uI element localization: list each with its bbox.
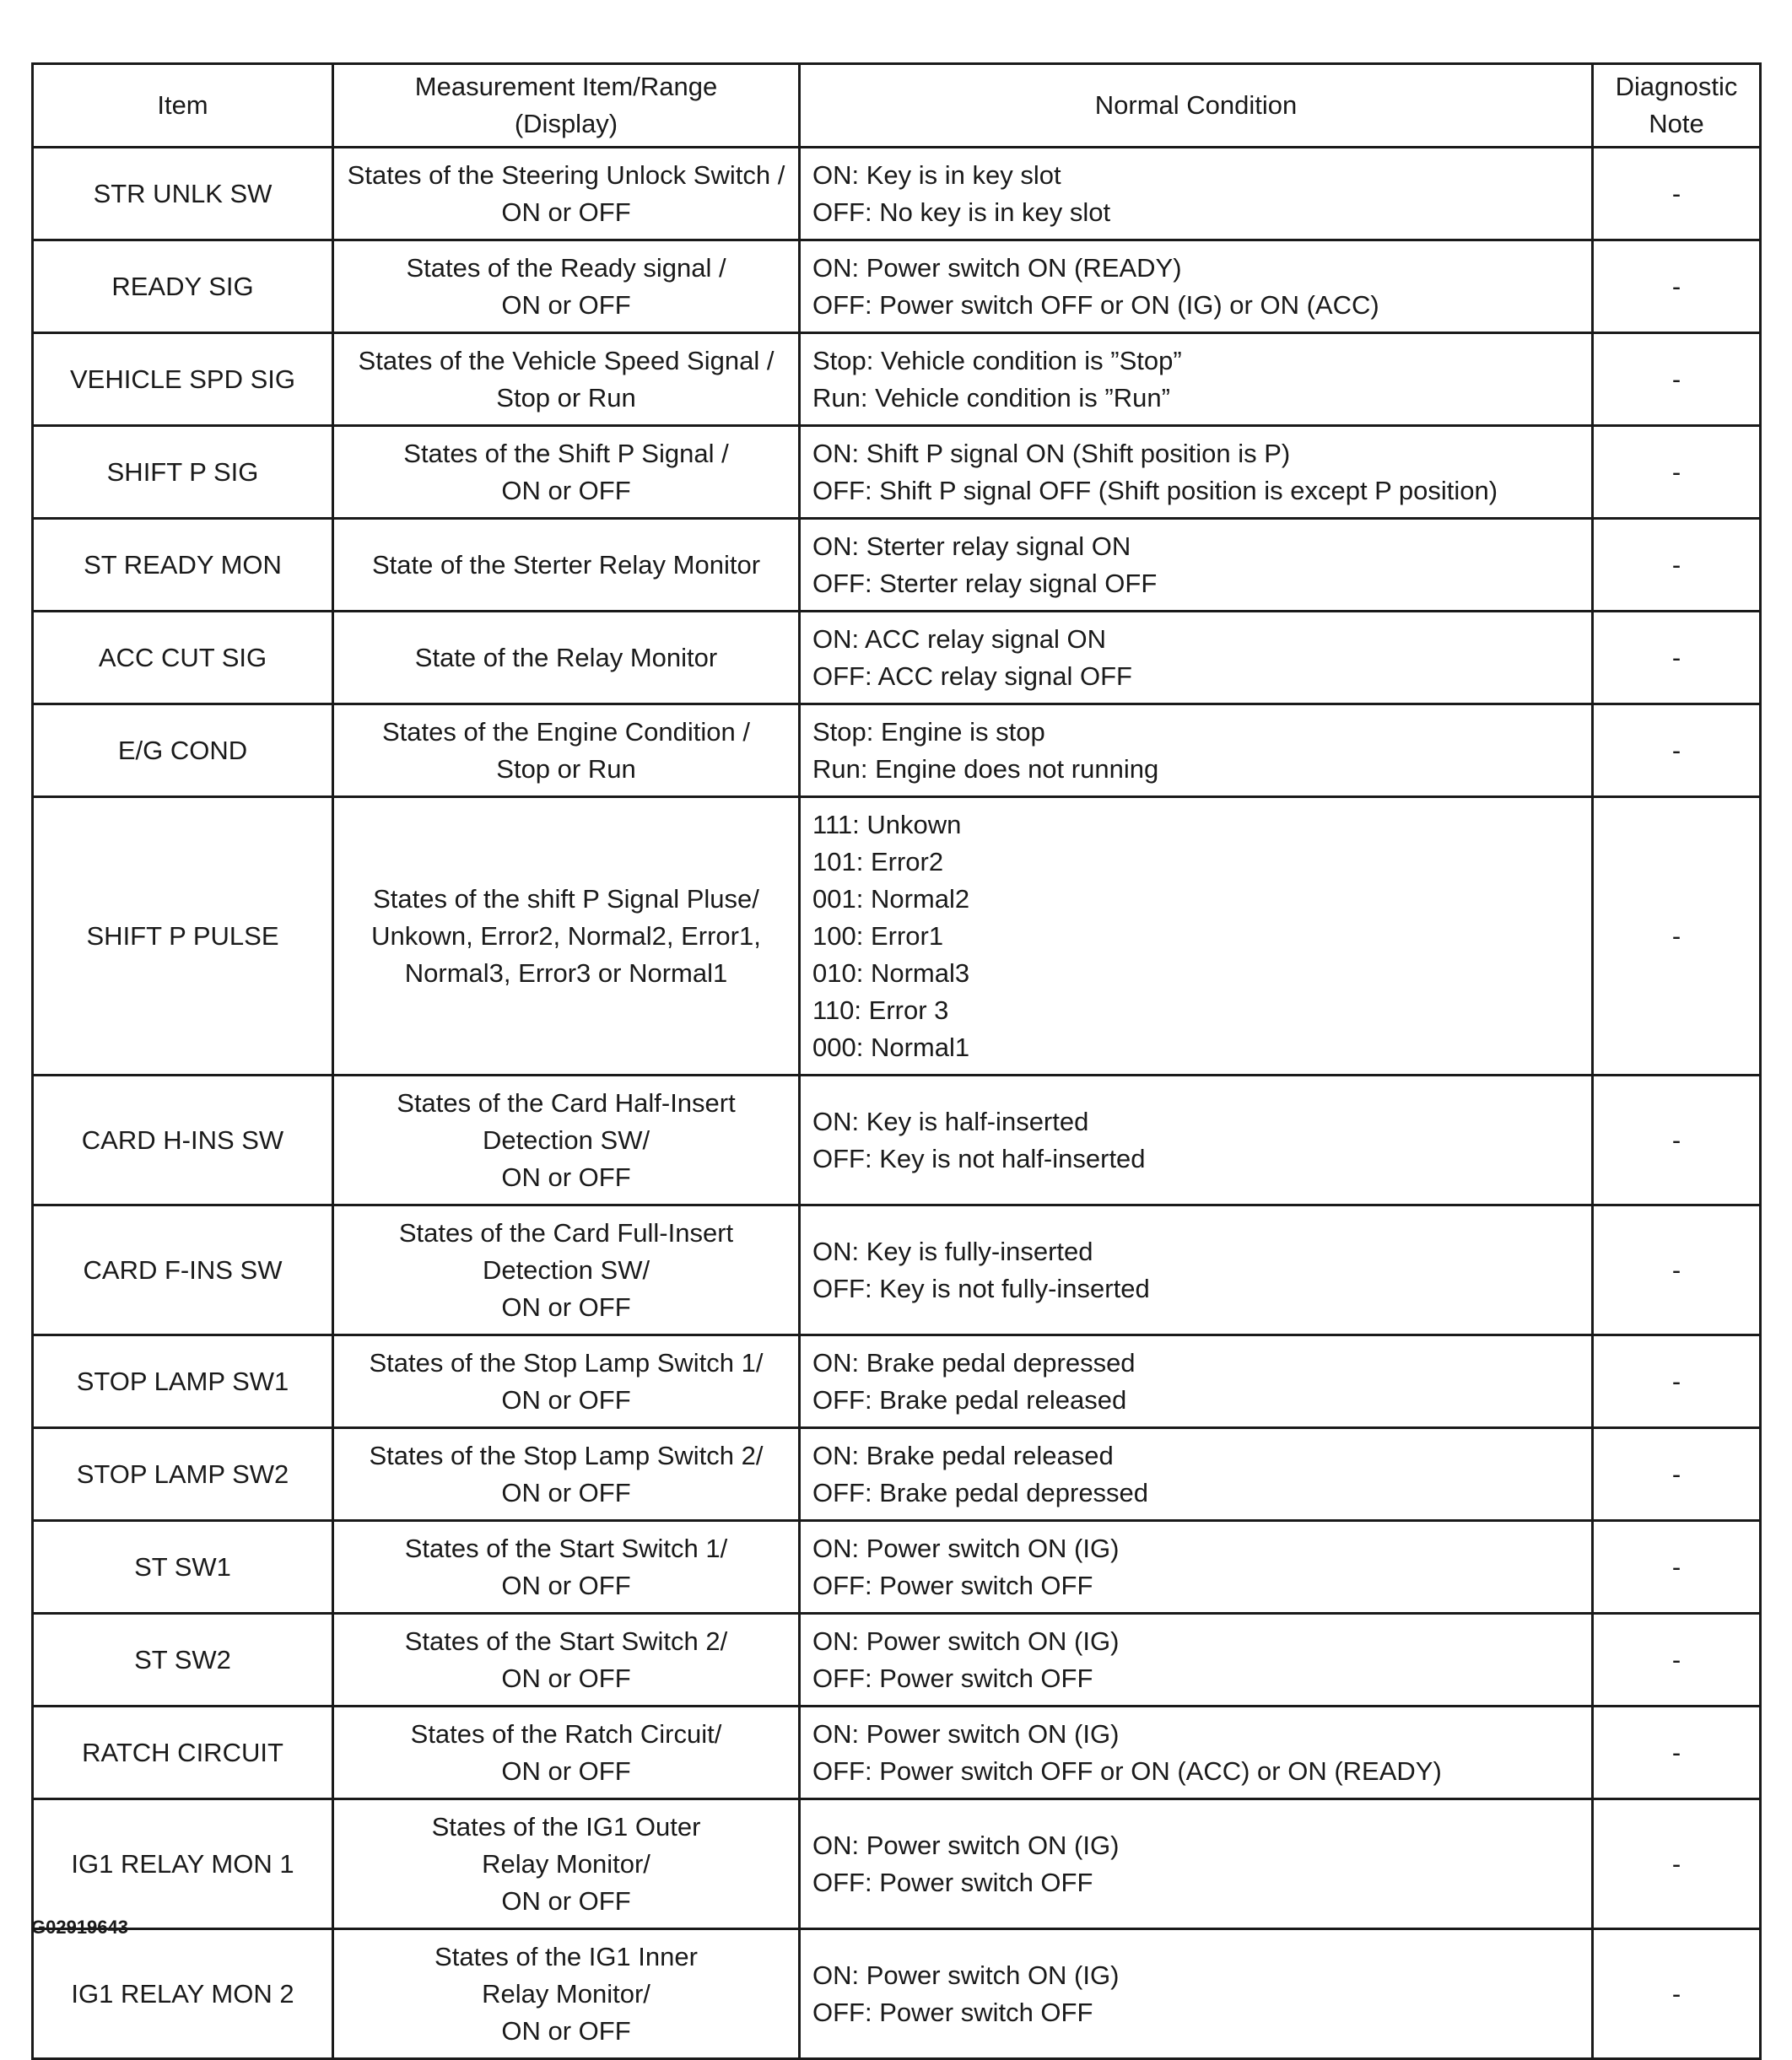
cell-note: -	[1593, 612, 1761, 704]
figure-id: G02919643	[31, 1917, 128, 1938]
cell-item: ST READY MON	[33, 519, 333, 612]
cell-condition	[800, 1521, 1593, 1614]
cell-measurement	[333, 1205, 800, 1335]
cell-note: -	[1593, 1428, 1761, 1521]
cell-condition	[800, 1076, 1593, 1205]
cell-measurement	[333, 612, 800, 704]
condition-line: ON: Power switch ON (IG)	[812, 1960, 1120, 1990]
table-row	[33, 519, 1761, 612]
condition-line: OFF: Brake pedal released	[812, 1384, 1127, 1415]
measurement-line: State of the Relay Monitor	[414, 642, 718, 672]
cell-note: -	[1593, 333, 1761, 426]
condition-line: Run: Engine does not running	[812, 753, 1159, 784]
condition-line: OFF: ACC relay signal OFF	[812, 661, 1132, 691]
cell-measurement	[333, 1799, 800, 1929]
cell-item: E/G COND	[33, 704, 333, 797]
measurement-line: ON or OFF	[501, 1755, 631, 1786]
cell-item: STR UNLK SW	[33, 148, 333, 240]
measurement-line: Normal3, Error3 or Normal1	[404, 957, 728, 988]
measurement-line: Unkown, Error2, Normal2, Error1,	[371, 920, 761, 951]
measurement-line: States of the Engine Condition /	[381, 716, 750, 747]
cell-item: CARD H-INS SW	[33, 1076, 333, 1205]
cell-note: -	[1593, 519, 1761, 612]
cell-note: -	[1593, 1799, 1761, 1929]
table-row	[33, 612, 1761, 704]
cell-condition	[800, 519, 1593, 612]
condition-line: ON: Power switch ON (IG)	[812, 1718, 1120, 1749]
cell-condition	[800, 1614, 1593, 1707]
header-measurement-line: (Display)	[514, 109, 618, 138]
cell-measurement	[333, 240, 800, 333]
cell-item: ACC CUT SIG	[33, 612, 333, 704]
table-row	[33, 1707, 1761, 1799]
cell-condition	[800, 1335, 1593, 1428]
cell-measurement	[333, 704, 800, 797]
measurement-line: States of the Shift P Signal /	[403, 438, 729, 468]
cell-note: -	[1593, 1929, 1761, 2059]
cell-measurement	[333, 1521, 800, 1614]
condition-line: 110: Error 3	[812, 995, 949, 1025]
condition-line: OFF: Power switch OFF	[812, 1997, 1093, 2027]
measurement-line: States of the IG1 Outer	[431, 1811, 701, 1842]
table-row	[33, 797, 1761, 1076]
cell-item: SHIFT P PULSE	[33, 797, 333, 1076]
measurement-line: States of the Ready signal /	[406, 252, 726, 283]
cell-measurement	[333, 1929, 800, 2059]
cell-condition	[800, 426, 1593, 519]
cell-condition	[800, 1799, 1593, 1929]
condition-line: ON: Brake pedal released	[812, 1440, 1114, 1470]
data-list-table	[31, 62, 1762, 2060]
condition-line: ON: Key is fully-inserted	[812, 1236, 1093, 1266]
table-row	[33, 1335, 1761, 1428]
cell-measurement	[333, 426, 800, 519]
condition-line: ON: Shift P signal ON (Shift position is P)	[812, 438, 1291, 468]
condition-line: ON: Power switch ON (IG)	[812, 1533, 1120, 1563]
cell-measurement	[333, 1614, 800, 1707]
measurement-line: States of the Start Switch 1/	[404, 1533, 728, 1563]
header-note-line: Diagnostic	[1615, 72, 1738, 101]
header-measurement-line: Measurement Item/Range	[414, 72, 718, 101]
measurement-line: ON or OFF	[501, 1384, 631, 1415]
table-row	[33, 1428, 1761, 1521]
measurement-line: Relay Monitor/	[482, 1848, 650, 1879]
measurement-line: States of the Card Half-Insert	[397, 1087, 736, 1118]
cell-measurement	[333, 148, 800, 240]
cell-condition	[800, 612, 1593, 704]
table-row	[33, 1076, 1761, 1205]
table-row	[33, 1929, 1761, 2059]
header-measurement	[333, 64, 800, 148]
cell-condition	[800, 1929, 1593, 2059]
cell-item: CARD F-INS SW	[33, 1205, 333, 1335]
cell-item: ST SW2	[33, 1614, 333, 1707]
condition-line: ON: Power switch ON (READY)	[812, 252, 1182, 283]
cell-measurement	[333, 1707, 800, 1799]
condition-line: Stop: Engine is stop	[812, 716, 1045, 747]
condition-line: OFF: Shift P signal OFF (Shift position is except P position)	[812, 475, 1498, 505]
measurement-line: States of the Card Full-Insert	[398, 1217, 734, 1248]
cell-item: ST SW1	[33, 1521, 333, 1614]
measurement-line: ON or OFF	[501, 1292, 631, 1322]
cell-note: -	[1593, 1614, 1761, 1707]
condition-line: 001: Normal2	[812, 883, 970, 914]
condition-line: ON: Power switch ON (IG)	[812, 1626, 1120, 1656]
condition-line: OFF: Power switch OFF	[812, 1867, 1093, 1897]
cell-condition	[800, 1428, 1593, 1521]
cell-note: -	[1593, 1205, 1761, 1335]
condition-line: OFF: Power switch OFF or ON (ACC) or ON (READY)	[812, 1755, 1442, 1786]
table-row	[33, 426, 1761, 519]
condition-line: ON: Brake pedal depressed	[812, 1347, 1136, 1378]
cell-note: -	[1593, 1076, 1761, 1205]
condition-line: 111: Unkown	[812, 809, 962, 839]
condition-line: 101: Error2	[812, 846, 944, 876]
measurement-line: States of the IG1 Inner	[435, 1941, 698, 1971]
measurement-line: Stop or Run	[496, 753, 636, 784]
cell-item: IG1 RELAY MON 2	[33, 1929, 333, 2059]
cell-item: READY SIG	[33, 240, 333, 333]
measurement-line: ON or OFF	[501, 1885, 631, 1916]
table-row	[33, 1799, 1761, 1929]
cell-note: -	[1593, 240, 1761, 333]
cell-measurement	[333, 1335, 800, 1428]
condition-line: OFF: Key is not half-inserted	[812, 1143, 1146, 1173]
cell-note: -	[1593, 797, 1761, 1076]
condition-line: OFF: Sterter relay signal OFF	[812, 568, 1158, 598]
cell-note: -	[1593, 704, 1761, 797]
condition-line: Run: Vehicle condition is ”Run”	[812, 382, 1170, 413]
condition-line: Stop: Vehicle condition is ”Stop”	[812, 345, 1182, 375]
header-note-line: Note	[1649, 109, 1704, 138]
cell-measurement	[333, 797, 800, 1076]
measurement-line: States of the Steering Unlock Switch /	[347, 159, 785, 190]
measurement-line: States of the Start Switch 2/	[404, 1626, 728, 1656]
cell-condition	[800, 148, 1593, 240]
measurement-line: States of the shift P Signal Pluse/	[373, 883, 759, 914]
cell-note: -	[1593, 1335, 1761, 1428]
cell-measurement	[333, 519, 800, 612]
measurement-line: States of the Stop Lamp Switch 1/	[369, 1347, 764, 1378]
table-row	[33, 333, 1761, 426]
condition-line: 000: Normal1	[812, 1032, 970, 1062]
condition-line: 100: Error1	[812, 920, 944, 951]
cell-item: IG1 RELAY MON 1	[33, 1799, 333, 1929]
measurement-line: ON or OFF	[501, 1570, 631, 1600]
header-item: Item	[33, 64, 333, 148]
table-row	[33, 1521, 1761, 1614]
measurement-line: States of the Ratch Circuit/	[410, 1718, 722, 1749]
measurement-line: Stop or Run	[496, 382, 636, 413]
cell-note: -	[1593, 426, 1761, 519]
cell-condition	[800, 1205, 1593, 1335]
cell-condition	[800, 240, 1593, 333]
cell-item: RATCH CIRCUIT	[33, 1707, 333, 1799]
table-row	[33, 1205, 1761, 1335]
measurement-line: ON or OFF	[501, 2015, 631, 2046]
measurement-line: ON or OFF	[501, 289, 631, 320]
cell-note: -	[1593, 1521, 1761, 1614]
measurement-line: Detection SW/	[482, 1124, 650, 1155]
condition-line: OFF: No key is in key slot	[812, 197, 1111, 227]
condition-line: ON: Sterter relay signal ON	[812, 531, 1131, 561]
cell-item: STOP LAMP SW1	[33, 1335, 333, 1428]
cell-condition	[800, 333, 1593, 426]
cell-item: VEHICLE SPD SIG	[33, 333, 333, 426]
table-row	[33, 240, 1761, 333]
header-condition: Normal Condition	[800, 64, 1593, 148]
cell-measurement	[333, 1076, 800, 1205]
cell-measurement	[333, 1428, 800, 1521]
condition-line: OFF: Power switch OFF	[812, 1663, 1093, 1693]
cell-condition	[800, 797, 1593, 1076]
measurement-line: States of the Vehicle Speed Signal /	[358, 345, 775, 375]
header-note	[1593, 64, 1761, 148]
measurement-line: ON or OFF	[501, 1477, 631, 1507]
condition-line: OFF: Power switch OFF or ON (IG) or ON (ACC)	[812, 289, 1379, 320]
condition-line: 010: Normal3	[812, 957, 970, 988]
measurement-line: ON or OFF	[501, 197, 631, 227]
cell-note: -	[1593, 148, 1761, 240]
condition-line: ON: Power switch ON (IG)	[812, 1830, 1120, 1860]
table-row	[33, 704, 1761, 797]
measurement-line: State of the Sterter Relay Monitor	[371, 549, 761, 580]
header-row	[33, 64, 1761, 148]
measurement-line: ON or OFF	[501, 475, 631, 505]
measurement-line: ON or OFF	[501, 1162, 631, 1192]
cell-condition	[800, 1707, 1593, 1799]
condition-line: ON: Key is in key slot	[812, 159, 1061, 190]
table-body	[33, 148, 1761, 2059]
cell-item: STOP LAMP SW2	[33, 1428, 333, 1521]
condition-line: ON: Key is half-inserted	[812, 1106, 1089, 1136]
measurement-line: States of the Stop Lamp Switch 2/	[369, 1440, 764, 1470]
condition-line: ON: ACC relay signal ON	[812, 623, 1106, 654]
measurement-line: Detection SW/	[482, 1254, 650, 1285]
condition-line: OFF: Brake pedal depressed	[812, 1477, 1149, 1507]
measurement-line: ON or OFF	[501, 1663, 631, 1693]
cell-item: SHIFT P SIG	[33, 426, 333, 519]
table-row	[33, 148, 1761, 240]
condition-line: OFF: Key is not fully-inserted	[812, 1273, 1150, 1303]
measurement-line: Relay Monitor/	[482, 1978, 650, 2009]
table-row	[33, 1614, 1761, 1707]
condition-line: OFF: Power switch OFF	[812, 1570, 1093, 1600]
cell-measurement	[333, 333, 800, 426]
cell-note: -	[1593, 1707, 1761, 1799]
cell-condition	[800, 704, 1593, 797]
